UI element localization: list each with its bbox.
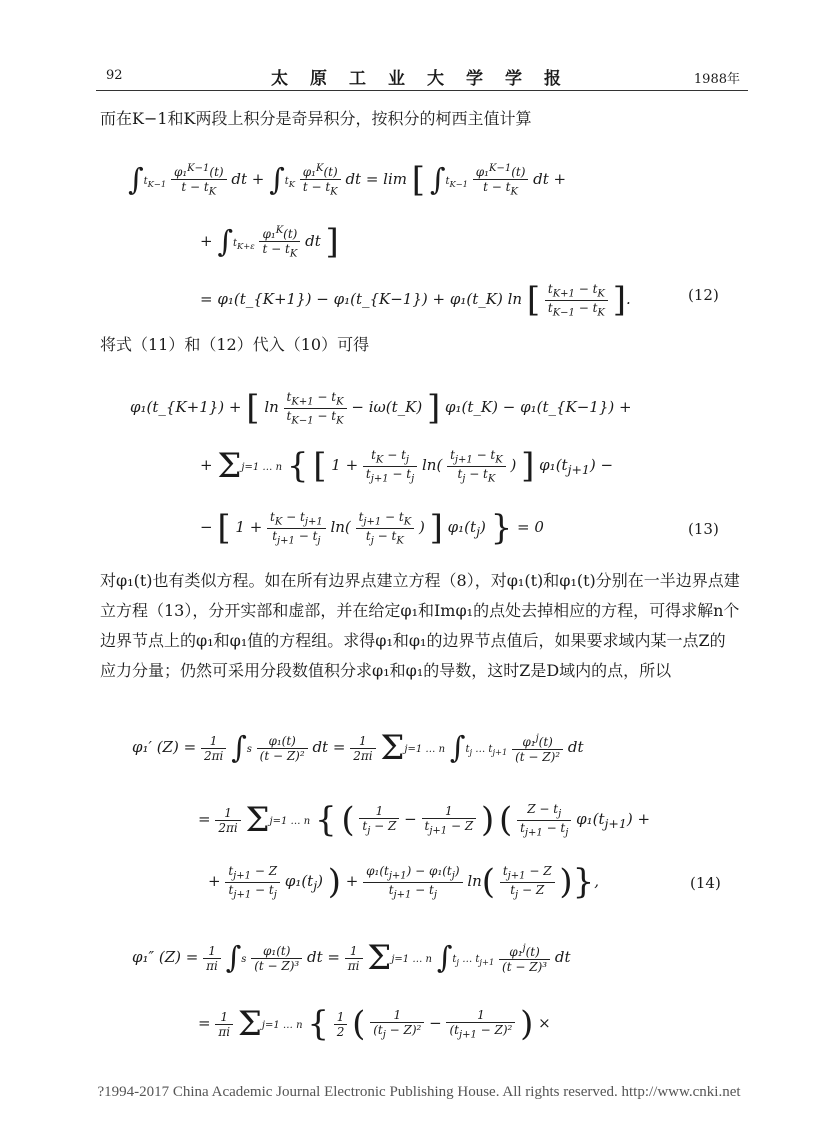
paragraph-substitute: 将式（11）和（12）代入（10）可得 bbox=[100, 335, 370, 354]
paragraph-explanation: 对φ₁(t)也有类似方程。如在所有边界点建立方程（8），对φ₁(t)和φ₁(t)分别在一半边界点建立方程（13），分开实部和虚部，并在给定φ₁和Imφ₁的点处去掉相应的方程，可得求解n个边界节点上的φ₁和φ₁值的方程组。求得φ₁和φ₁的边界节点值后，如果要求域内某一点Z的应力分量；仍然可采用分段数值积分求φ₁和φ₁的导数，这时Z是D域内的点，所以 bbox=[100, 571, 740, 680]
page-number: 92 bbox=[106, 68, 123, 83]
eq14-lhs: φ₁′ (Z) = bbox=[132, 738, 197, 756]
eq13-equals-zero: = 0 bbox=[517, 518, 544, 536]
journal-title: 太原工业大学学报 bbox=[271, 69, 583, 89]
eq13-start: φ₁(t_{K+1}) + bbox=[130, 398, 242, 416]
equation-number-12: (12) bbox=[688, 286, 719, 304]
running-header bbox=[96, 64, 748, 91]
eq13-tail: φ₁(t_K) − φ₁(t_{K−1}) + bbox=[445, 398, 632, 416]
eq15-lhs: φ₁″ (Z) = bbox=[132, 948, 199, 966]
copyright-footer: ?1994-2017 China Academic Journal Electronic Publishing House. All rights reserved. http://www.cnki.net bbox=[97, 1084, 741, 1100]
paragraph-intro: 而在K−1和K两段上积分是奇异积分，按积分的柯西主值计算 bbox=[100, 109, 532, 128]
eq12-expression: = φ₁(t_{K+1}) − φ₁(t_{K−1}) + φ₁(t_K) ln bbox=[200, 290, 523, 308]
eq13-omega: − iω(t_K) bbox=[351, 398, 423, 416]
equation-number-13: (13) bbox=[688, 520, 719, 538]
publication-year: 1988年 bbox=[693, 72, 740, 87]
equation-number-14: (14) bbox=[690, 874, 721, 892]
